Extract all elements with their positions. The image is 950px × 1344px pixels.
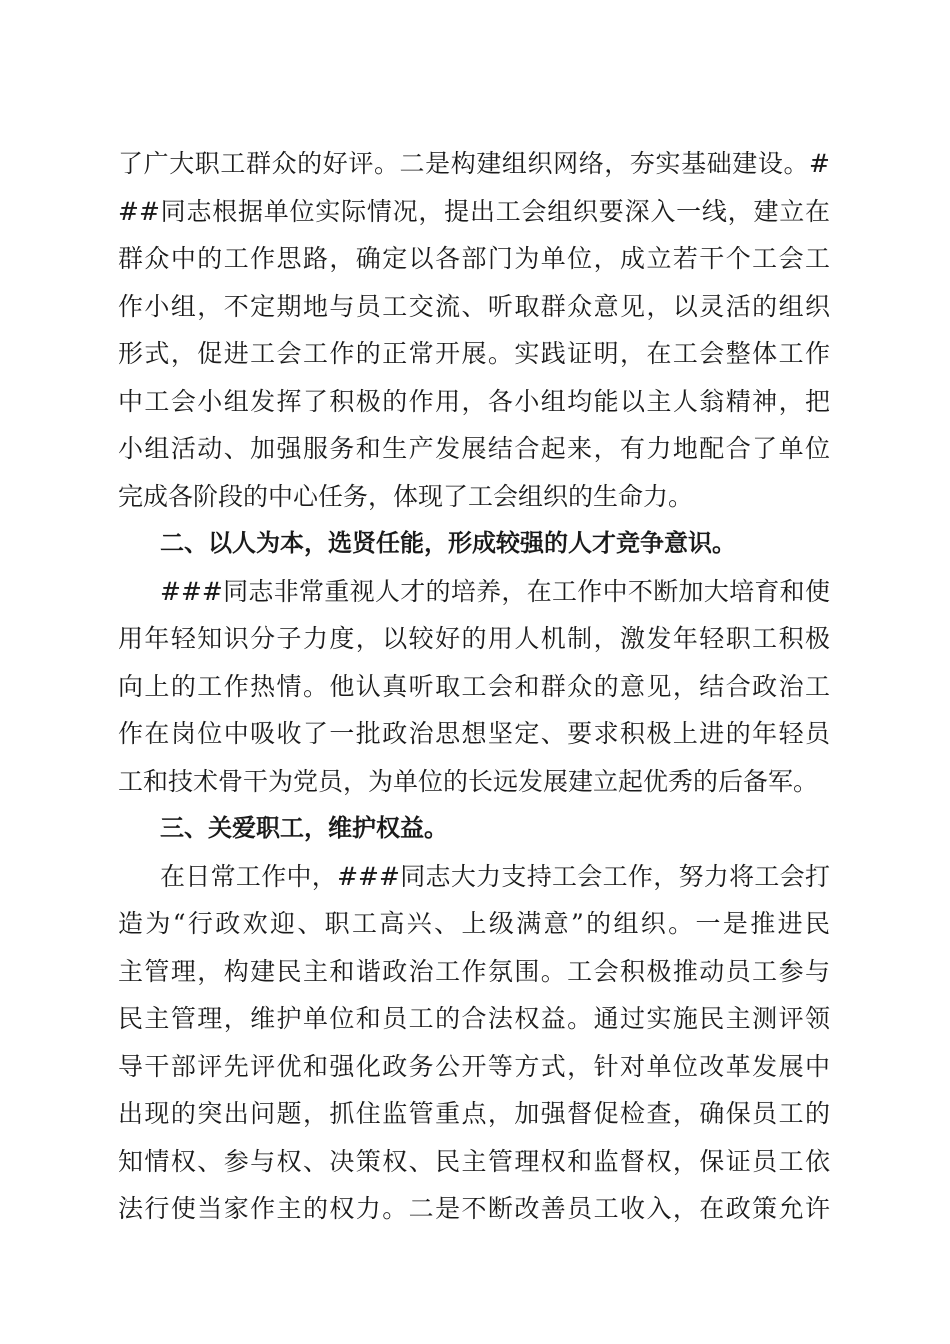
text-line: 群众中的工作思路，确定以各部门为单位，成立若干个工会工	[118, 244, 830, 273]
text-line: 形式，促进工会工作的正常开展。实践证明，在工会整体工作	[118, 339, 830, 368]
text-line: 中工会小组发挥了积极的作用，各小组均能以主人翁精神，把	[118, 386, 830, 416]
paragraph-2	[118, 568, 830, 806]
text-line: 出现的突出问题，抓住监管重点，加强督促检查，确保员工的	[118, 1099, 830, 1128]
text-line: ##同志根据单位实际情况，提出工会组织要深入一线，建立在	[118, 196, 830, 226]
text-line: 造为“行政欢迎、职工高兴、上级满意”的组织。一是推进民	[118, 909, 830, 938]
paragraph-1	[118, 140, 830, 520]
text-line: 了广大职工群众的好评。二是构建组织网络，夯实基础建设。#	[118, 149, 830, 178]
text-line: 在日常工作中，###同志大力支持工会工作，努力将工会打	[160, 861, 830, 891]
text-line: 主管理，构建民主和谐政治工作氛围。工会积极推动员工参与	[118, 956, 830, 986]
text-line: 小组活动、加强服务和生产发展结合起来，有力地配合了单位	[118, 434, 830, 463]
text-line: 法行使当家作主的权力。二是不断改善员工收入，在政策允许	[118, 1194, 830, 1223]
section-heading-2: 二、以人为本，选贤任能，形成较强的人才竞争意识。	[160, 529, 736, 557]
text-line: 民主管理，维护单位和员工的合法权益。通过实施民主测评领	[118, 1004, 830, 1033]
text-line: 作小组，不定期地与员工交流、听取群众意见，以灵活的组织	[118, 291, 830, 321]
section-heading-3: 三、关爱职工，维护权益。	[160, 814, 448, 842]
text-line: ###同志非常重视人才的培养，在工作中不断加大培育和使	[160, 576, 830, 606]
text-line: 用年轻知识分子力度，以较好的用人机制，激发年轻职工积极	[118, 624, 830, 653]
text-line: 导干部评先评优和强化政务公开等方式，针对单位改革发展中	[118, 1051, 830, 1081]
text-line: 知情权、参与权、决策权、民主管理权和监督权，保证员工依	[118, 1146, 830, 1176]
text-line: 完成各阶段的中心任务，体现了工会组织的生命力。	[118, 481, 694, 511]
text-line: 向上的工作热情。他认真听取工会和群众的意见，结合政治工	[118, 671, 830, 701]
text-line: 工和技术骨干为党员，为单位的长远发展建立起优秀的后备军。	[118, 766, 819, 796]
paragraph-3	[118, 853, 830, 1233]
document-body	[118, 140, 830, 1233]
text-line: 作在岗位中吸收了一批政治思想坚定、要求积极上进的年轻员	[118, 719, 830, 748]
